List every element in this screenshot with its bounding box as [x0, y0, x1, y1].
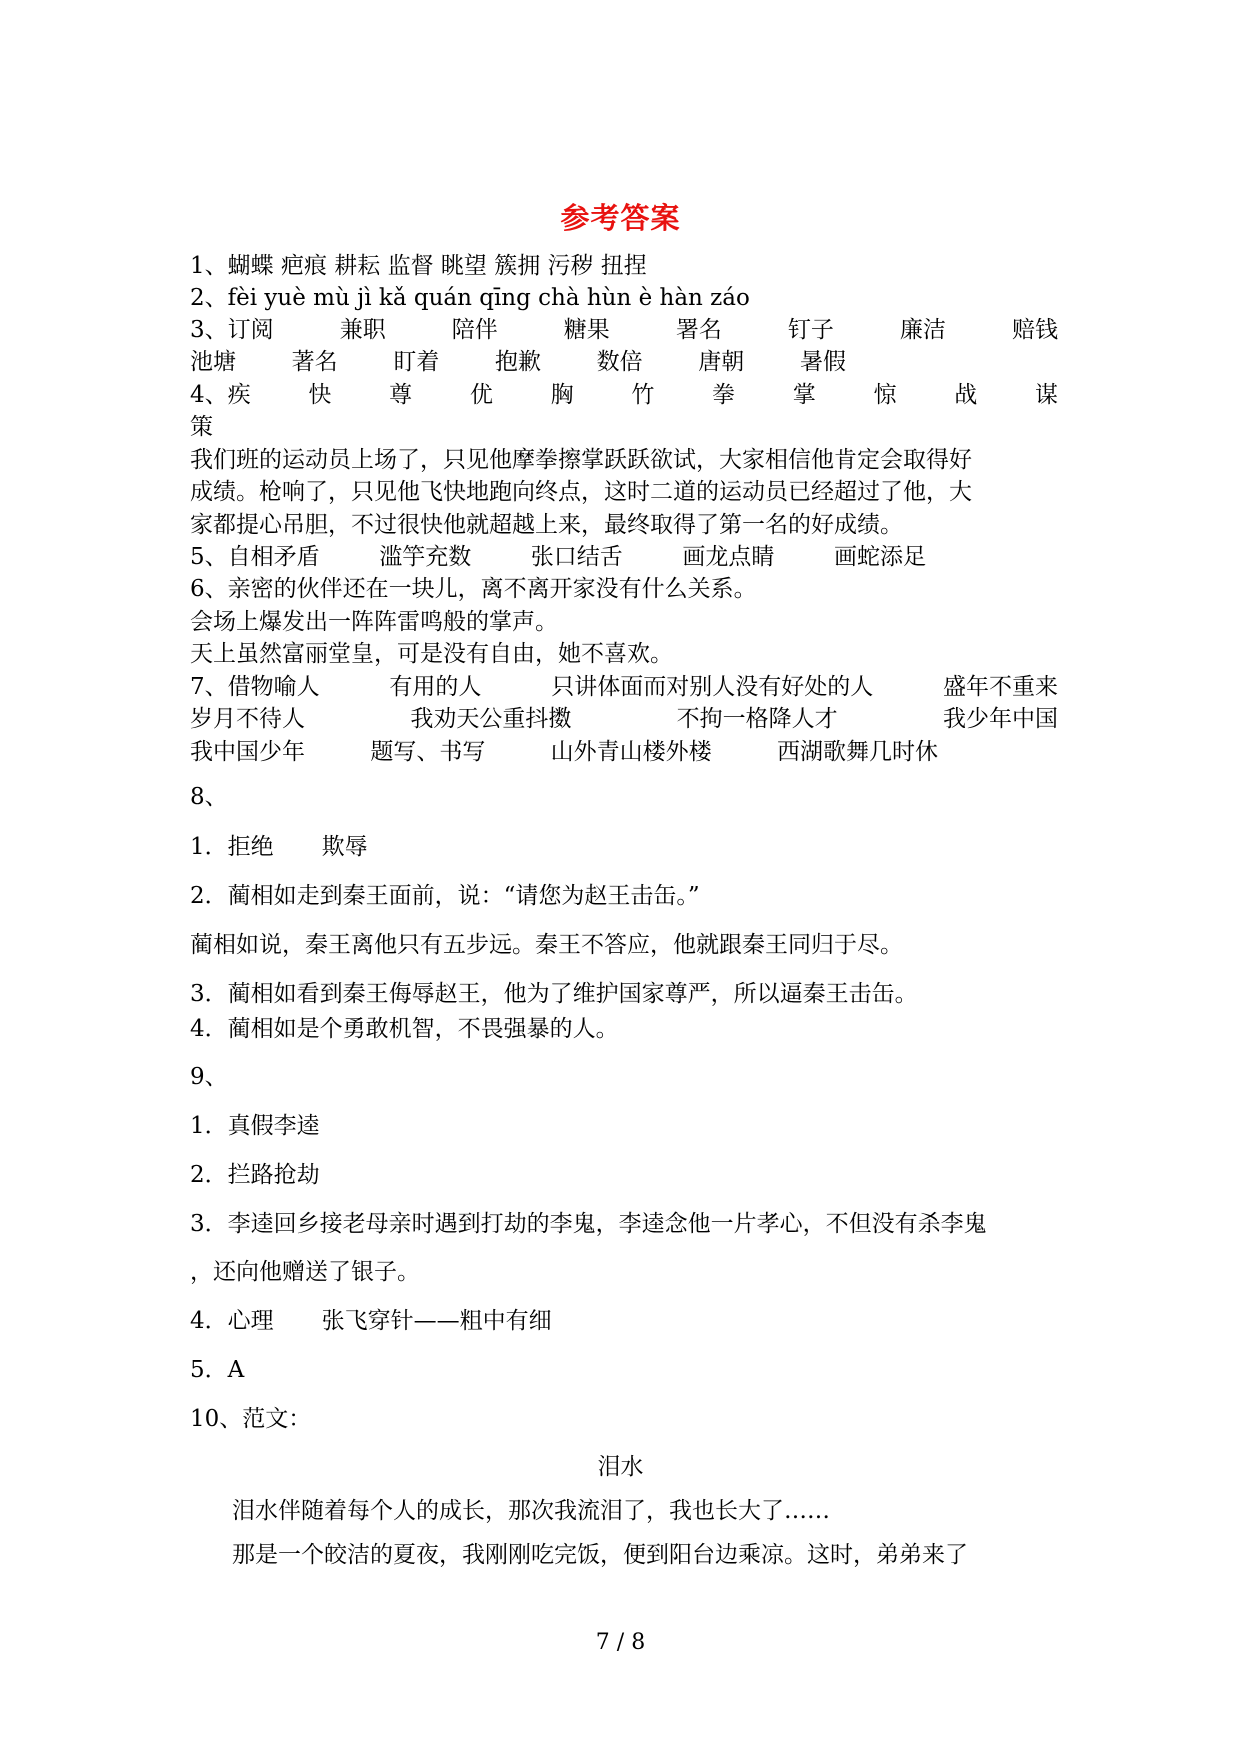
answer-6-line: 6、亲密的伙伴还在一块儿，离不离开家没有什么关系。 [190, 576, 757, 602]
word: 数倍 [596, 349, 643, 375]
answer-4-paragraph-line: 我们班的运动员上场了，只见他摩拳擦掌跃跃欲试，大家相信他肯定会取得好 [190, 447, 972, 473]
word: 著名 [291, 349, 338, 375]
answer-8-item-4: 4．蔺相如是个勇敢机智，不畏强暴的人。 [190, 1016, 619, 1042]
phrase: 我中国少年 [190, 739, 305, 765]
word: 盯着 [393, 349, 440, 375]
idiom: 张口结舌 [530, 544, 623, 570]
essay-title: 泪水 [597, 1454, 644, 1480]
phrase: 只讲体面而对别人没有好处的人 [551, 674, 874, 700]
answer-text: 4．心理 [190, 1308, 274, 1334]
char: 拳 [712, 382, 736, 408]
phrase: 我少年中国 [942, 706, 1058, 732]
answer-6-line: 天上虽然富丽堂皇，可是没有自由，她不喜欢。 [190, 641, 673, 667]
answer-8-heading: 8、 [190, 784, 228, 810]
answer-4-row-1 [190, 380, 1058, 410]
answer-9-item-3: 3．李逵回乡接老母亲时遇到打劫的李鬼，李逵念他一片孝心，不但没有杀李鬼 [190, 1211, 987, 1237]
answer-3-row-2 [190, 347, 846, 377]
essay-paragraph-2: 那是一个皎洁的夏夜，我刚刚吃完饭，便到阳台边乘凉。这时，弟弟来了 [232, 1542, 968, 1568]
answer-9-heading: 9、 [190, 1064, 228, 1090]
phrase: 有用的人 [389, 674, 482, 700]
answer-text: 张飞穿针——粗中有细 [321, 1308, 552, 1334]
phrase: 不拘一格降人才 [676, 706, 838, 732]
answer-8-item-2: 2．蔺相如走到秦王面前，说：“请您为赵王击缶。” [190, 883, 700, 909]
char: 战 [954, 382, 978, 408]
phrase: 盛年不重来 [942, 674, 1058, 700]
answer-10-heading: 10、范文： [190, 1406, 312, 1432]
answer-4-row-2: 策 [190, 414, 213, 440]
char: 谋 [1034, 382, 1058, 408]
word: 池塘 [190, 349, 236, 375]
word: 陪伴 [451, 317, 498, 343]
answer-9-item-4 [190, 1306, 552, 1336]
phrase: 岁月不待人 [190, 706, 305, 732]
answer-5 [190, 542, 926, 572]
word: 唐朝 [698, 349, 745, 375]
answer-7-row-3 [190, 737, 938, 767]
answer-9-item-2: 2．拦路抢劫 [190, 1162, 320, 1188]
word: 暑假 [799, 349, 846, 375]
word: 抱歉 [494, 349, 541, 375]
phrase: 我劝天公重抖擞 [410, 706, 572, 732]
idiom: 5、自相矛盾 [190, 544, 320, 570]
char: 胸 [550, 382, 574, 408]
word: 兼职 [339, 317, 386, 343]
answer-3-row-1 [190, 315, 1058, 345]
char: 快 [308, 382, 332, 408]
char: 尊 [389, 382, 413, 408]
phrase: 西湖歌舞几时休 [776, 739, 938, 765]
answer-8-item-1 [190, 832, 368, 862]
phrase: 山外青山楼外楼 [550, 739, 712, 765]
word: 3、订阅 [190, 317, 274, 343]
answer-1: 1、蝴蝶 疤痕 耕耘 监督 眺望 簇拥 污秽 扭捏 [190, 253, 647, 279]
char: 4、疾 [190, 382, 251, 408]
word: 署名 [675, 317, 722, 343]
phrase: 题写、书写 [370, 739, 486, 765]
char: 竹 [631, 382, 655, 408]
char: 掌 [792, 382, 816, 408]
char: 惊 [873, 382, 897, 408]
word: 钉子 [787, 317, 834, 343]
answer-text: 1．拒绝 [190, 834, 274, 860]
phrase: 7、借物喻人 [190, 674, 320, 700]
answer-2: 2、fèi yuè mù jì kǎ quán qīng chà hùn è hàn záo [190, 285, 750, 311]
answer-9-item-5: 5．A [190, 1357, 245, 1383]
answer-9-item-1: 1．真假李逵 [190, 1113, 320, 1139]
answer-text: 欺辱 [321, 834, 368, 860]
idiom: 画蛇添足 [833, 544, 926, 570]
page-title: 参考答案 [560, 201, 681, 235]
word: 赔钱 [1011, 317, 1058, 343]
answer-4-paragraph-line: 家都提心吊胆，不过很快他就超越上来，最终取得了第一名的好成绩。 [190, 512, 903, 538]
answer-9-item-3-cont: ，还向他赠送了银子。 [190, 1259, 420, 1285]
idiom: 滥竽充数 [379, 544, 472, 570]
word: 糖果 [563, 317, 610, 343]
answer-8-item-3: 3．蔺相如看到秦王侮辱赵王，他为了维护国家尊严，所以逼秦王击缶。 [190, 981, 918, 1007]
answer-6-line: 会场上爆发出一阵阵雷鸣般的掌声。 [190, 609, 558, 635]
answer-4-paragraph-line: 成绩。枪响了，只见他飞快地跑向终点，这时二道的运动员已经超过了他，大 [190, 479, 972, 505]
answer-8-item-2-cont: 蔺相如说，秦王离他只有五步远。秦王不答应，他就跟秦王同归于尽。 [190, 932, 903, 958]
answer-7-row-1 [190, 672, 1058, 702]
essay-paragraph-1: 泪水伴随着每个人的成长，那次我流泪了，我也长大了…… [232, 1498, 830, 1524]
idiom: 画龙点睛 [682, 544, 775, 570]
word: 廉洁 [899, 317, 946, 343]
char: 优 [469, 382, 493, 408]
answer-7-row-2 [190, 704, 1058, 734]
page-number: 7 / 8 [595, 1630, 646, 1655]
